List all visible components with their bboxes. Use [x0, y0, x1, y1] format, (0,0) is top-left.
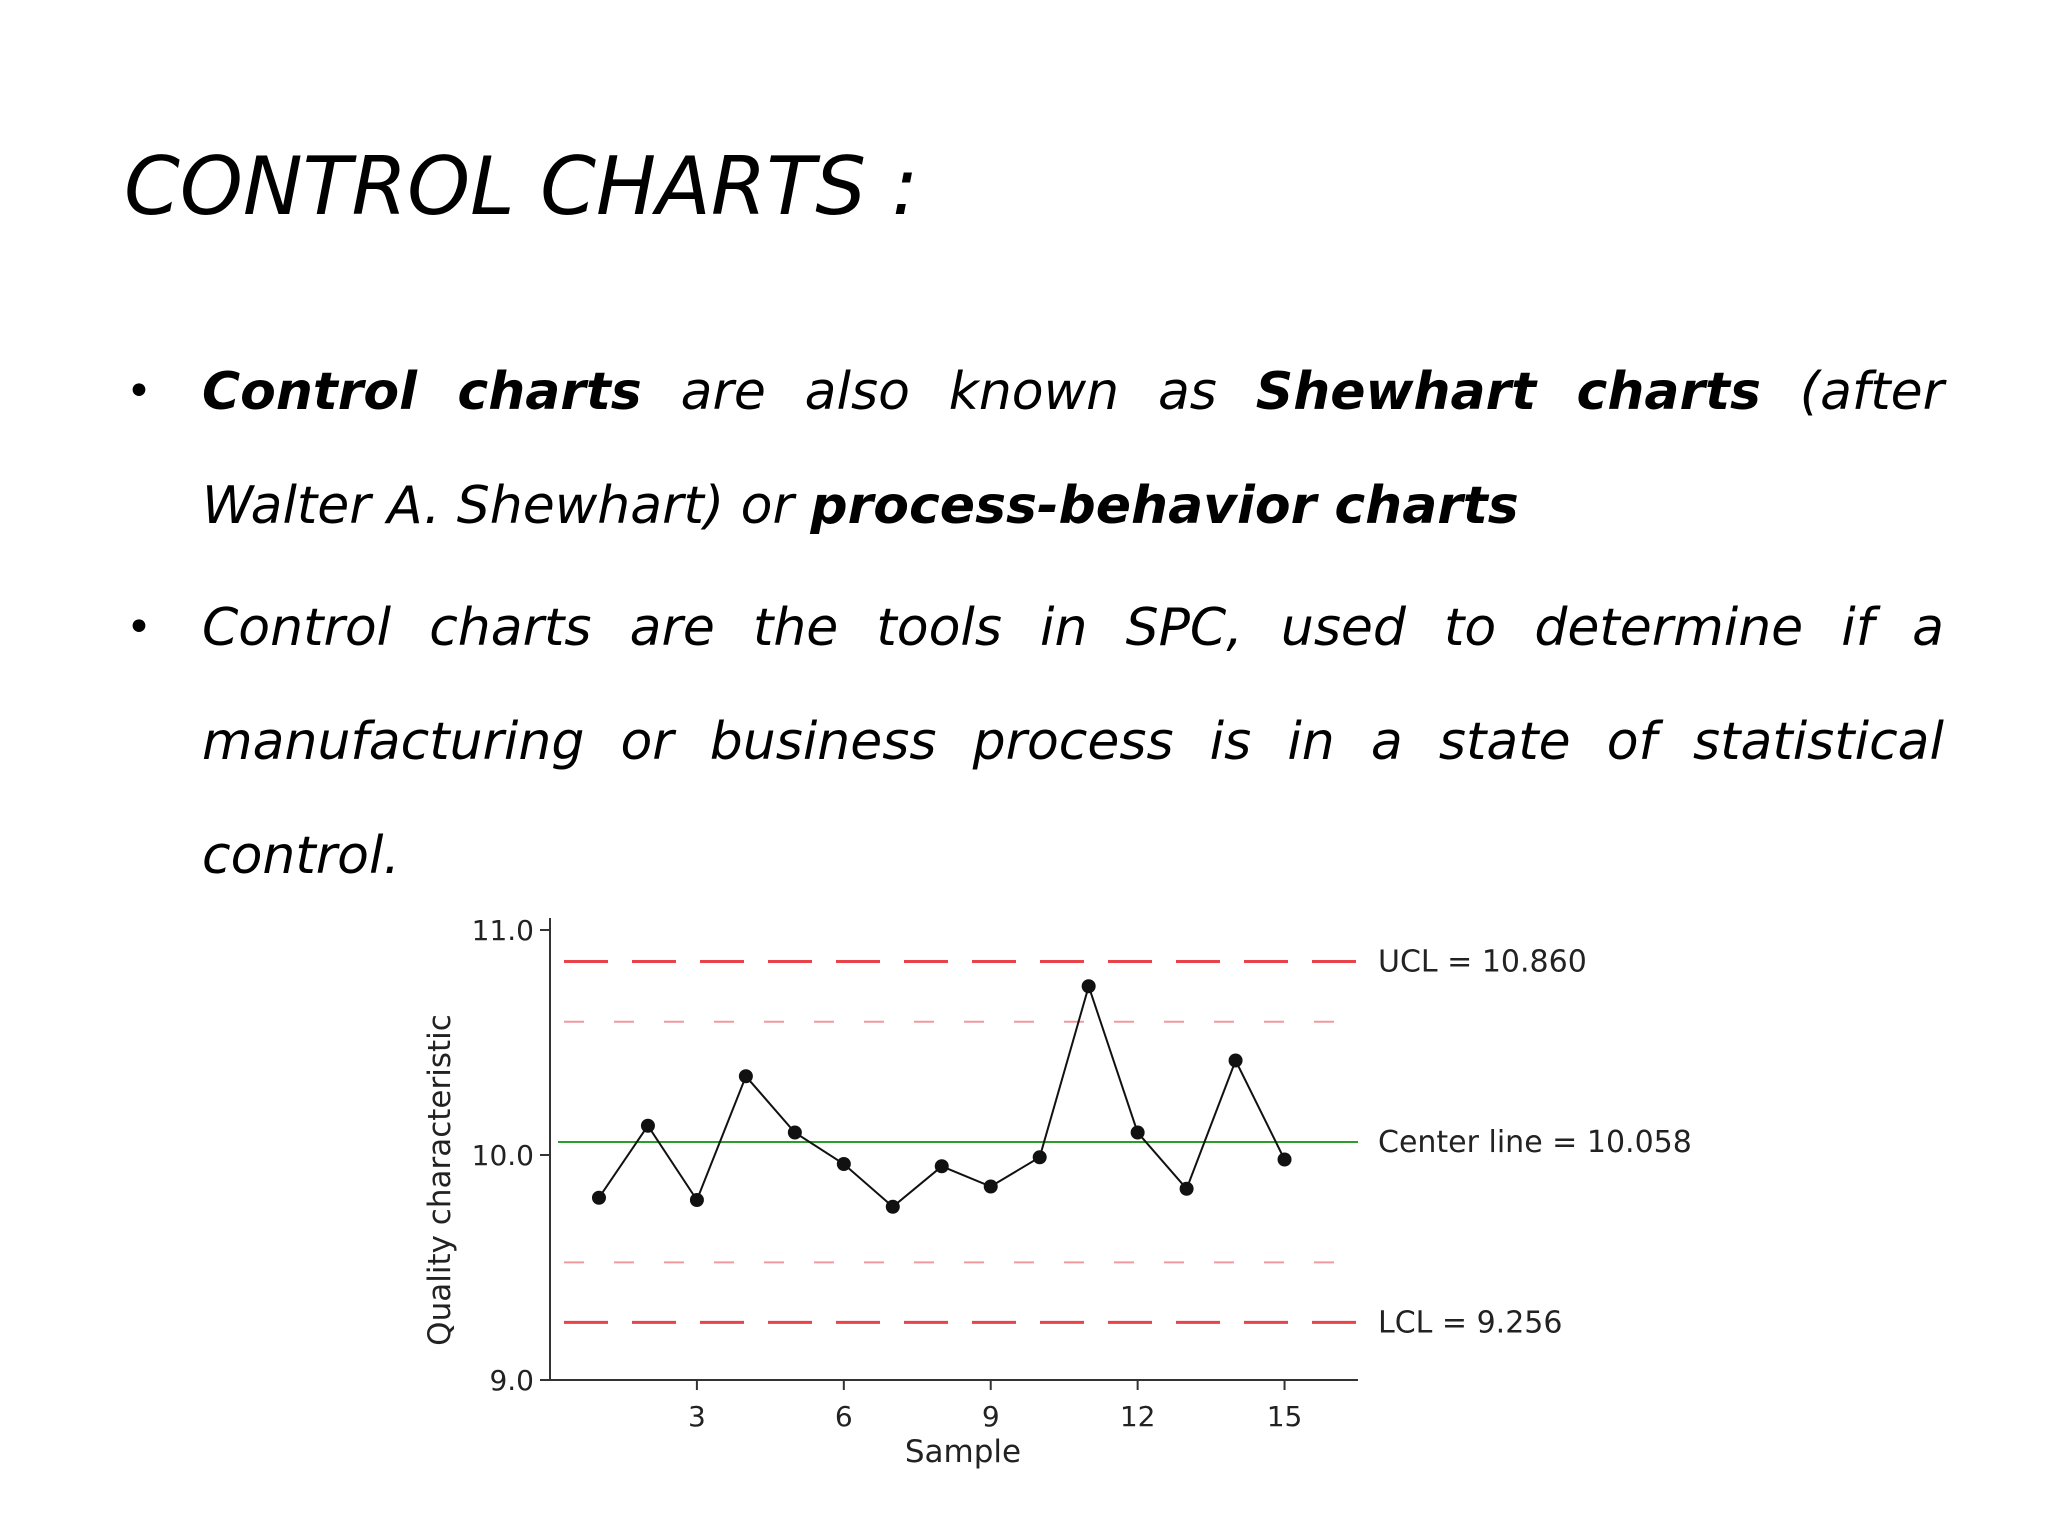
bullet-dot-icon: • — [126, 602, 152, 653]
data-point — [837, 1157, 851, 1171]
x-tick-label: 9 — [981, 1400, 1000, 1433]
series-line — [599, 986, 1285, 1207]
data-point — [1180, 1182, 1194, 1196]
bullet-1-text-a: are also known as — [641, 362, 1256, 422]
x-axis-label: Sample — [904, 1434, 1022, 1470]
lcl-label: LCL = 9.256 — [1378, 1305, 1563, 1341]
y-axis-label: Quality characteristic — [422, 1014, 458, 1346]
data-series — [592, 979, 1292, 1214]
data-point — [739, 1069, 753, 1083]
data-point — [935, 1159, 949, 1173]
ucl-label: UCL = 10.860 — [1378, 944, 1587, 980]
data-point — [1278, 1153, 1292, 1167]
y-tick-label: 10.0 — [471, 1139, 534, 1172]
data-point — [788, 1126, 802, 1140]
reference-labels — [1378, 945, 1692, 1341]
term-control-charts: Control charts — [202, 362, 642, 422]
x-tick-label: 6 — [834, 1400, 853, 1433]
axes — [550, 918, 1358, 1380]
bullet-text-2: Control charts are the tools in SPC, used to determine if a manufacturing or business process is in a state of statistical control. — [202, 598, 1944, 886]
data-point — [592, 1191, 606, 1205]
y-tick-label: 11.0 — [471, 914, 534, 947]
bullet-text-1 — [202, 335, 1944, 563]
control-chart — [400, 880, 1700, 1480]
x-tick-label: 3 — [687, 1400, 706, 1433]
bullet-list — [124, 335, 1944, 921]
data-point — [1131, 1126, 1145, 1140]
data-point — [1033, 1150, 1047, 1164]
data-point — [641, 1119, 655, 1133]
data-point — [984, 1180, 998, 1194]
term-process-behavior-charts: process-behavior charts — [810, 476, 1519, 536]
reference-lines — [558, 962, 1358, 1323]
bullet-item-2 — [124, 571, 1944, 913]
x-tick-label: 15 — [1266, 1400, 1303, 1433]
term-shewhart-charts: Shewhart charts — [1255, 362, 1761, 422]
slide-title: CONTROL CHARTS : — [124, 140, 919, 233]
data-point — [690, 1193, 704, 1207]
ticks — [472, 914, 1303, 1433]
bullet-item-1 — [124, 335, 1944, 563]
data-point — [886, 1200, 900, 1214]
bullet-dot-icon: • — [126, 366, 152, 417]
x-tick-label: 12 — [1119, 1400, 1156, 1433]
center-label: Center line = 10.058 — [1378, 1124, 1692, 1160]
y-tick-label: 9.0 — [489, 1364, 534, 1397]
data-point — [1082, 979, 1096, 993]
bullet-1-text-b: (after Walter A. Shewhart) or — [202, 362, 1944, 536]
data-point — [1229, 1054, 1243, 1068]
